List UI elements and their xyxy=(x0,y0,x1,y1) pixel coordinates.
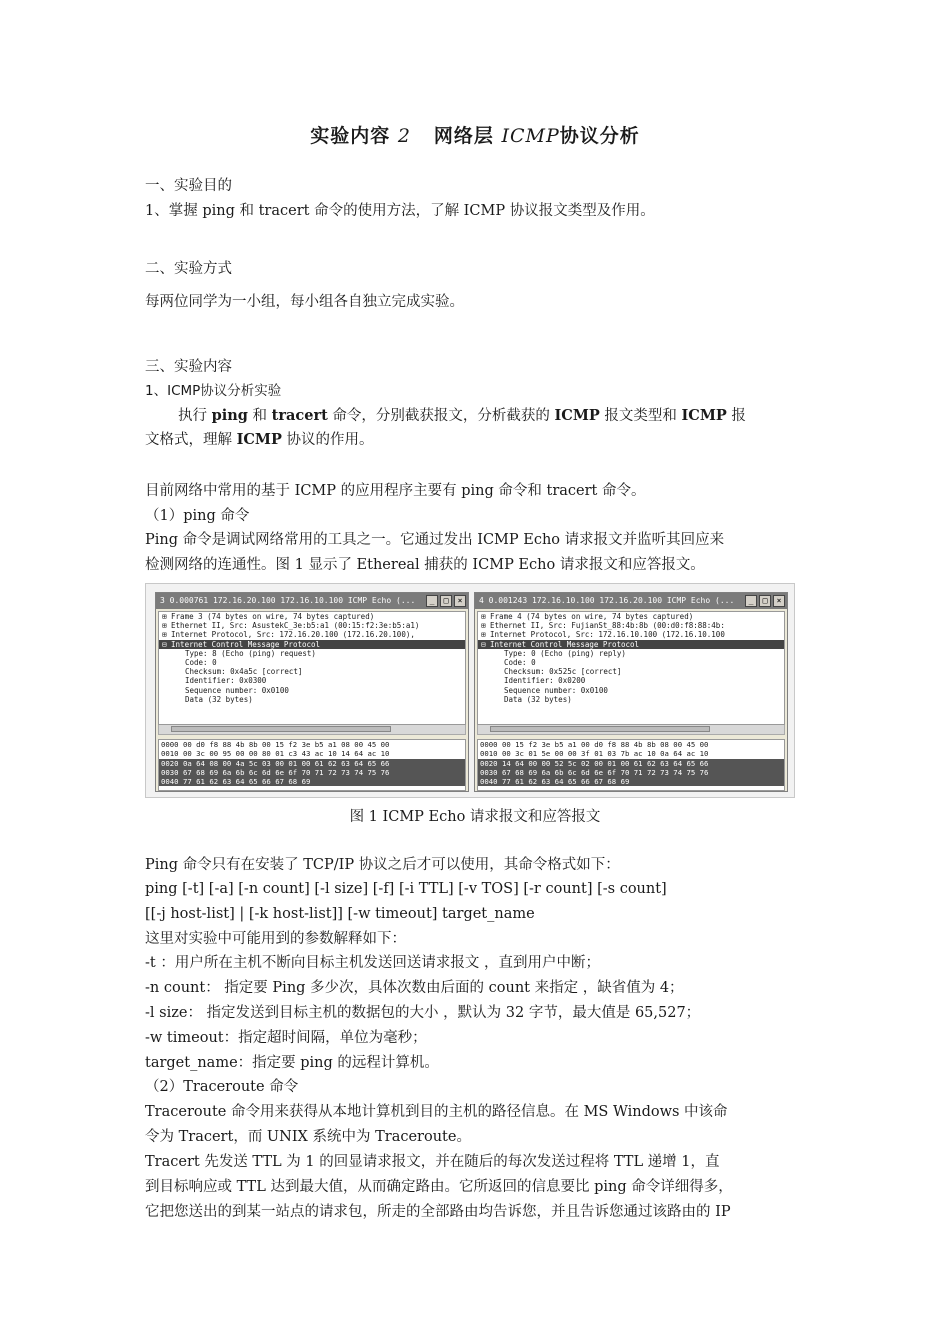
section-heading-content: 三、实验内容 xyxy=(145,359,232,375)
packet-tree xyxy=(158,611,466,725)
param-w: -w timeout：指定超时间隔，单位为毫秒； xyxy=(145,1030,427,1046)
param-t: -t ：用户所在主机不断向目标主机发送回送请求报文 ，直到用户中断； xyxy=(145,955,600,971)
param-n: -n count： 指定要 Ping 多少次，具体次数由后面的 count 来指定 ，缺省值为 4； xyxy=(145,980,684,996)
param-l: -l size： 指定发送到目标主机的数据包的大小 ，默认为 32 字节，最大值是 65,527； xyxy=(145,1005,701,1021)
hex-row: 0040 77 61 62 63 64 65 66 67 68 69 xyxy=(478,777,784,786)
window-titlebar: 4 0.001243 172.16.10.100 172.16.20.100 ICMP Echo (... _ □ × xyxy=(475,593,787,609)
traceroute-line4: 到目标响应或 TTL 达到最大值，从而确定路由。它所返回的信息要比 ping 命令详细得多， xyxy=(145,1179,733,1195)
section-heading-purpose: 一、实验目的 xyxy=(145,178,232,194)
tree-field[interactable]: Data (32 bytes) xyxy=(504,694,572,704)
ping-desc-line2: 检测网络的连通性。图 1 显示了 Ethereal 捕获的 ICMP Echo 请求报文和应答报文。 xyxy=(145,557,705,573)
params-intro: 这里对实验中可能用到的参数解释如下： xyxy=(145,931,406,947)
subsection-heading: 1、ICMP协议分析实验 xyxy=(145,383,282,399)
doc-title: 实验内容 2 网络层 ICMP协议分析 xyxy=(310,125,640,147)
purpose-item: 1、掌握 ping 和 tracert 命令的使用方法，了解 ICMP 协议报文类型及作用。 xyxy=(145,203,655,219)
paragraph-task-line2: 文格式，理解 ICMP 协议的作用。 xyxy=(145,431,374,448)
hex-dump xyxy=(477,739,785,791)
tree-field[interactable]: Identifier: 0x0200 xyxy=(504,676,586,686)
tree-field[interactable]: Identifier: 0x0300 xyxy=(185,676,267,686)
hex-row: 0000 00 d0 f8 88 4b 8b 00 15 f2 3e b5 a1 08 00 45 00 xyxy=(161,740,390,749)
close-icon[interactable]: × xyxy=(773,595,785,607)
tree-field[interactable]: Checksum: 0x525c [correct] xyxy=(504,667,622,677)
hex-row: 0020 0a 64 08 00 4a 5c 03 00 01 00 61 62 63 64 65 66 xyxy=(159,759,465,768)
minimize-icon[interactable]: _ xyxy=(426,595,438,607)
packet-window-reply xyxy=(474,592,788,792)
tree-field[interactable]: Type: 8 (Echo (ping) request) xyxy=(185,648,316,658)
method-text: 每两位同学为一小组，每小组各自独立完成实验。 xyxy=(145,294,464,310)
tree-row[interactable]: ⊞ Internet Protocol, Src: 172.16.20.100 (172.16.20.100), xyxy=(162,630,415,640)
traceroute-line3: Tracert 先发送 TTL 为 1 的回显请求报文，并在随后的每次发送过程将 TTL 递增 1，直 xyxy=(145,1154,720,1170)
horizontal-scrollbar[interactable] xyxy=(158,725,466,735)
tree-row[interactable]: ⊞ Frame 4 (74 bytes on wire, 74 bytes captured) xyxy=(481,612,694,621)
packet-tree xyxy=(477,611,785,725)
figure-caption: 图 1 ICMP Echo 请求报文和应答报文 xyxy=(349,809,601,825)
close-icon[interactable]: × xyxy=(454,595,466,607)
hex-dump xyxy=(158,739,466,791)
tree-field[interactable]: Checksum: 0x4a5c [correct] xyxy=(185,667,303,677)
tree-field[interactable]: Sequence number: 0x0100 xyxy=(504,685,608,695)
hex-row: 0030 67 68 69 6a 6b 6c 6d 6e 6f 70 71 72 73 74 75 76 xyxy=(159,768,465,777)
hex-row: 0010 00 3c 00 95 00 00 80 01 c3 43 ac 10 14 64 ac 10 xyxy=(161,749,390,759)
window-titlebar: 3 0.000761 172.16.20.100 172.16.10.100 ICMP Echo (... _ □ × xyxy=(156,593,468,609)
tree-field[interactable]: Type: 0 (Echo (ping) reply) xyxy=(504,648,626,658)
packet-window-request xyxy=(155,592,469,792)
tree-row-selected[interactable]: ⊟ Internet Control Message Protocol xyxy=(159,640,465,649)
tree-field[interactable]: Code: 0 xyxy=(504,658,536,668)
tree-row[interactable]: ⊞ Frame 3 (74 bytes on wire, 74 bytes captured) xyxy=(162,612,375,621)
maximize-icon[interactable]: □ xyxy=(759,595,771,607)
param-target: target_name：指定要 ping 的远程计算机。 xyxy=(145,1055,439,1071)
section-heading-method: 二、实验方式 xyxy=(145,261,232,277)
paragraph-task-line1: 执行 ping 和 tracert 命令，分别截获报文，分析截获的 ICMP 报文类型和 ICMP 报 xyxy=(178,407,746,424)
ping-desc-line1: Ping 命令是调试网络常用的工具之一。它通过发出 ICMP Echo 请求报文并监听其回应来 xyxy=(145,532,725,548)
tree-field[interactable]: Code: 0 xyxy=(185,658,217,668)
tree-row[interactable]: ⊞ Ethernet II, Src: AsustekC_3e:b5:a1 (00:15:f2:3e:b5:a1) xyxy=(162,621,420,631)
horizontal-scrollbar[interactable] xyxy=(477,725,785,735)
maximize-icon[interactable]: □ xyxy=(440,595,452,607)
traceroute-line2: 令为 Tracert，而 UNIX 系统中为 Traceroute。 xyxy=(145,1129,471,1145)
hex-row: 0010 00 3c 01 5e 00 00 3f 01 03 7b ac 10 0a 64 ac 10 xyxy=(480,749,709,759)
tree-row-selected[interactable]: ⊟ Internet Control Message Protocol xyxy=(478,640,784,649)
usage-intro: Ping 命令只有在安装了 TCP/IP 协议之后才可以使用，其命令格式如下： xyxy=(145,857,620,873)
figure-screenshots xyxy=(145,583,795,798)
usage-line2: [[-j host-list] | [-k host-list]] [-w timeout] target_name xyxy=(145,906,535,922)
tree-field[interactable]: Sequence number: 0x0100 xyxy=(185,685,289,695)
tree-row[interactable]: ⊞ Ethernet II, Src: FujianSt_88:4b:8b (00:d0:f8:88:4b: xyxy=(481,621,725,631)
traceroute-line5: 它把您送出的到某一站点的请求包，所走的全部路由均告诉您，并且告诉您通过该路由的 IP xyxy=(145,1204,731,1220)
usage-line1: ping [-t] [-a] [-n count] [-l size] [-f] [-i TTL] [-v TOS] [-r count] [-s count] xyxy=(145,881,667,897)
traceroute-line1: Traceroute 命令用来获得从本地计算机到目的主机的路径信息。在 MS Windows 中该命 xyxy=(145,1104,728,1120)
minimize-icon[interactable]: _ xyxy=(745,595,757,607)
ping-heading: （1）ping 命令 xyxy=(145,508,250,524)
intro-text: 目前网络中常用的基于 ICMP 的应用程序主要有 ping 命令和 tracert 命令。 xyxy=(145,483,646,499)
traceroute-heading: （2）Traceroute 命令 xyxy=(145,1079,299,1095)
hex-row: 0040 77 61 62 63 64 65 66 67 68 69 xyxy=(159,777,465,786)
hex-row: 0030 67 68 69 6a 6b 6c 6d 6e 6f 70 71 72 73 74 75 76 xyxy=(478,768,784,777)
hex-row: 0020 14 64 00 00 52 5c 02 00 01 00 61 62 63 64 65 66 xyxy=(478,759,784,768)
hex-row: 0000 00 15 f2 3e b5 a1 00 d0 f8 88 4b 8b 08 00 45 00 xyxy=(480,740,709,749)
tree-row[interactable]: ⊞ Internet Protocol, Src: 172.16.10.100 (172.16.10.100 xyxy=(481,630,725,640)
tree-field[interactable]: Data (32 bytes) xyxy=(185,694,253,704)
